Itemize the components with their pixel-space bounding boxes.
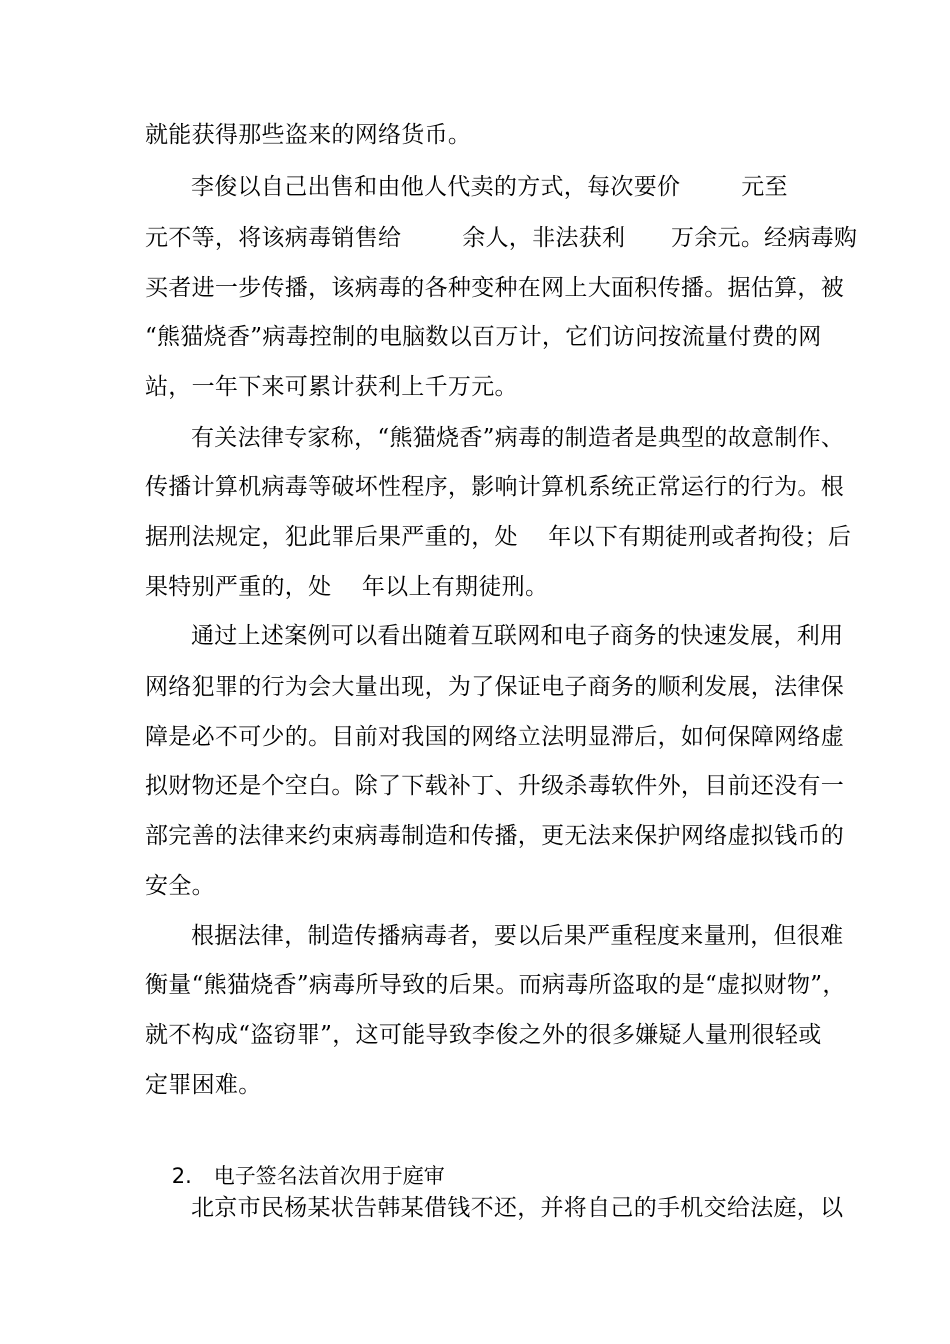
text-line: 安全。: [145, 873, 215, 899]
text-line: 拟财物还是个空白。除了下载补丁、升级杀毒软件外，目前还没有一: [145, 773, 844, 799]
text-line: 元不等，将该病毒销售给 余人，非法获利 万余元。经病毒购: [145, 225, 858, 251]
text-line: 障是必不可少的。目前对我国的网络立法明显滞后，如何保障网络虚: [145, 724, 844, 750]
text-line: 网络犯罪的行为会大量出现，为了保证电子商务的顺利发展，法律保: [145, 674, 844, 700]
text-line: 李俊以自己出售和由他人代卖的方式，每次要价 元至: [191, 174, 788, 200]
text-line: 根据法律，制造传播病毒者，要以后果严重程度来量刑，但很难: [191, 923, 844, 949]
text-line: 买者进一步传播，该病毒的各种变种在网上大面积传播。据估算，被: [145, 275, 844, 301]
text-line: 定罪困难。: [145, 1072, 262, 1098]
text-line: 就不构成“盗窃罪”，这可能导致李俊之外的很多嫌疑人量刑很轻或: [145, 1022, 822, 1048]
text-line: 部完善的法律来约束病毒制造和传播，更无法来保护网络虚拟钱币的: [145, 823, 844, 849]
text-line: “熊猫烧香”病毒控制的电脑数以百万计，它们访问按流量付费的网: [145, 324, 822, 350]
text-line: 衡量“熊猫烧香”病毒所导致的后果。而病毒所盗取的是“虚拟财物”，: [145, 972, 846, 998]
section-number: 2.: [171, 1164, 192, 1188]
text-line: 就能获得那些盗来的网络货币。: [145, 122, 472, 148]
text-line: 有关法律专家称，“熊猫烧香”病毒的制造者是典型的故意制作、: [191, 425, 845, 451]
text-line: 通过上述案例可以看出随着互联网和电子商务的快速发展，利用: [191, 623, 844, 649]
text-line: 传播计算机病毒等破坏性程序，影响计算机系统正常运行的行为。根: [145, 474, 844, 500]
text-line: 北京市民杨某状告韩某借钱不还，并将自己的手机交给法庭，以: [191, 1195, 844, 1221]
text-line: 据刑法规定，犯此罪后果严重的，处 年以下有期徒刑或者拘役；后: [145, 524, 852, 550]
section-title: 电子签名法首次用于庭审: [213, 1164, 445, 1188]
text-line: 果特别严重的，处 年以上有期徒刑。: [145, 574, 549, 600]
text-line: 站，一年下来可累计获利上千万元。: [145, 374, 518, 400]
